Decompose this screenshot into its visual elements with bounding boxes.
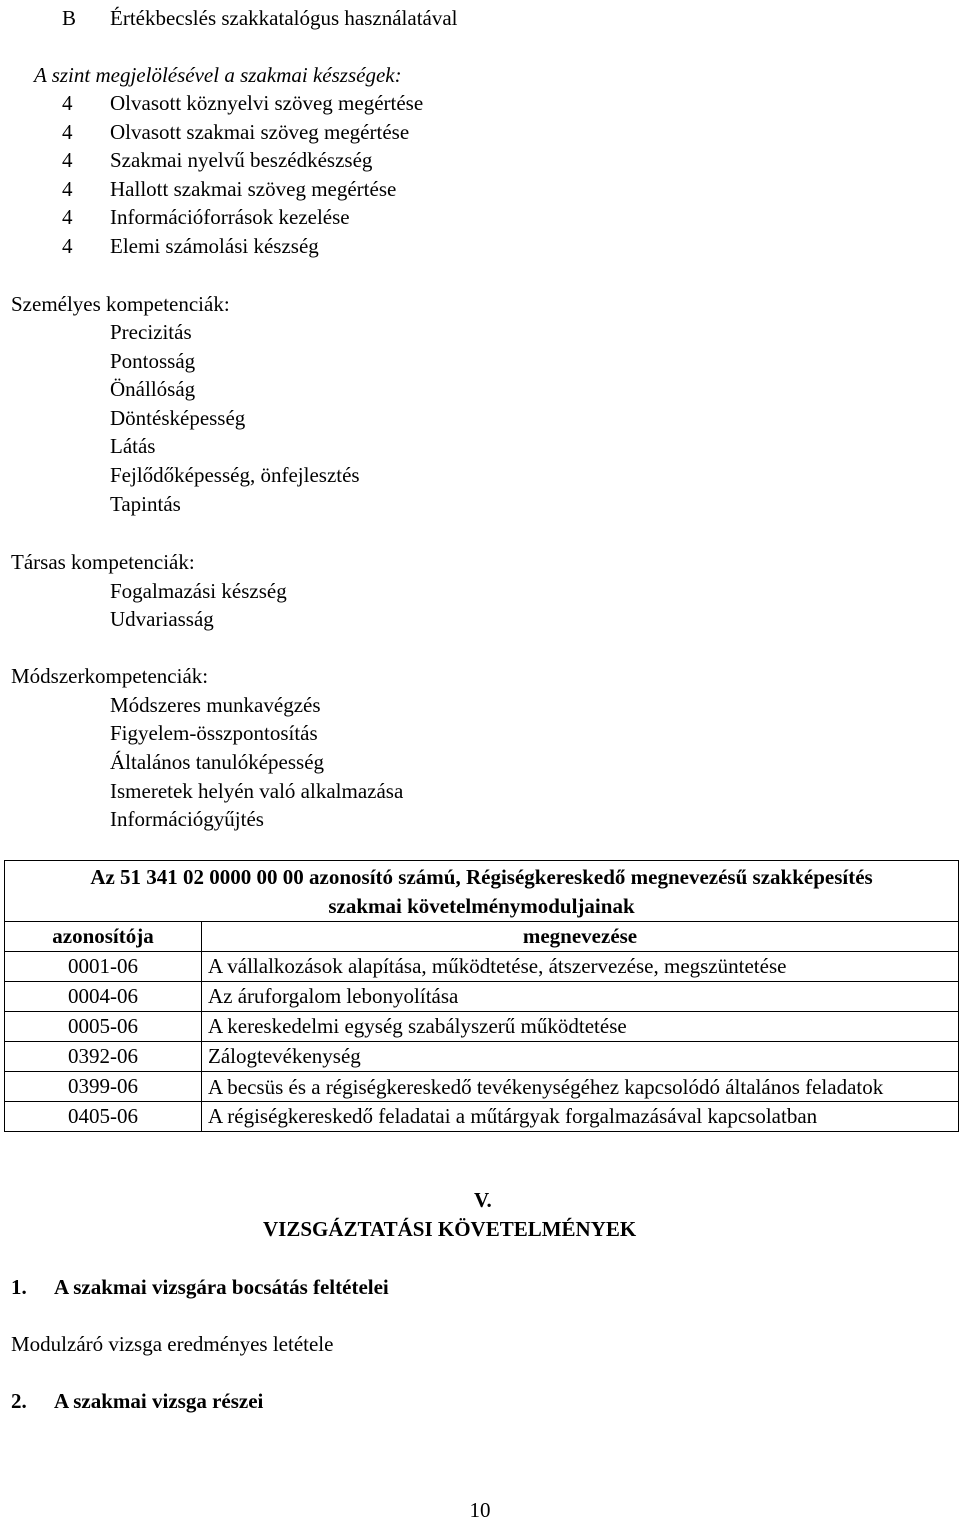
module-code: 0399-06 [5, 1072, 202, 1102]
skill-level: 4 [62, 120, 73, 144]
module-code: 0005-06 [5, 1012, 202, 1042]
exam-section-title: A szakmai vizsga részei [54, 1389, 264, 1413]
table-row [5, 952, 959, 982]
table-title [5, 861, 959, 922]
skill-label: Szakmai nyelvű beszédkészség [110, 148, 373, 172]
page-number: 10 [469, 1498, 491, 1522]
module-code: 0392-06 [5, 1042, 202, 1072]
list-item: Udvariasság [110, 607, 214, 631]
skill-label: Hallott szakmai szöveg megértése [110, 177, 397, 201]
list-item: Általános tanulóképesség [110, 750, 325, 774]
skill-level: 4 [62, 91, 73, 115]
section-letter: B [62, 6, 77, 30]
chapter-number: V. [474, 1188, 492, 1212]
list-item: Tapintás [110, 492, 181, 516]
table-row [5, 982, 959, 1012]
personal-heading: Személyes kompetenciák: [11, 292, 230, 316]
skill-level: 4 [62, 234, 73, 258]
list-item: Precizitás [110, 320, 192, 344]
list-item: Figyelem-összpontosítás [110, 721, 318, 745]
module-code: 0001-06 [5, 952, 202, 982]
module-name: Az áruforgalom lebonyolítása [202, 982, 959, 1012]
table-row [5, 1012, 959, 1042]
table-header-row [5, 922, 959, 952]
list-item: Fejlődőképesség, önfejlesztés [110, 463, 360, 487]
skill-label: Olvasott köznyelvi szöveg megértése [110, 91, 424, 115]
skill-label: Információforrások kezelése [110, 205, 350, 229]
table-row [5, 1102, 959, 1132]
module-name: A kereskedelmi egység szabályszerű működtetése [202, 1012, 959, 1042]
list-item: Önállóság [110, 377, 196, 401]
skill-level: 4 [62, 148, 73, 172]
list-item: Információgyűjtés [110, 807, 264, 831]
exam-section-number: 1. [11, 1275, 27, 1299]
exam-section-body: Modulzáró vizsga eredményes letétele [11, 1332, 334, 1356]
table-title-line1: Az 51 341 02 0000 00 00 azonosító számú, Régiségkereskedő megnevezésű szakképesítés [90, 865, 873, 889]
exam-section-number: 2. [11, 1389, 27, 1413]
skills-heading: A szint megjelölésével a szakmai készségek: [34, 63, 402, 87]
list-item: Ismeretek helyén való alkalmazása [110, 779, 404, 803]
module-name: A becsüs és a régiségkereskedő tevékenységéhez kapcsolódó általános feladatok [202, 1072, 959, 1102]
social-heading: Társas kompetenciák: [11, 550, 195, 574]
list-item: Módszeres munkavégzés [110, 693, 321, 717]
table-row [5, 1072, 959, 1102]
method-heading: Módszerkompetenciák: [11, 664, 209, 688]
section-title: Értékbecslés szakkatalógus használatával [110, 6, 458, 30]
col-header-code: azonosítója [5, 922, 202, 952]
skill-level: 4 [62, 205, 73, 229]
module-code: 0004-06 [5, 982, 202, 1012]
module-name: A vállalkozások alapítása, működtetése, átszervezése, megszüntetése [202, 952, 959, 982]
module-name: Zálogtevékenység [202, 1042, 959, 1072]
chapter-title: VIZSGÁZTATÁSI KÖVETELMÉNYEK [263, 1217, 637, 1241]
skill-level: 4 [62, 177, 73, 201]
module-code: 0405-06 [5, 1102, 202, 1132]
exam-section-title: A szakmai vizsgára bocsátás feltételei [54, 1275, 389, 1299]
col-header-name: megnevezése [202, 922, 959, 952]
table-row [5, 1042, 959, 1072]
list-item: Pontosság [110, 349, 196, 373]
module-name: A régiségkereskedő feladatai a műtárgyak forgalmazásával kapcsolatban [202, 1102, 959, 1132]
table-title-row [5, 861, 959, 922]
table-title-line2: szakmai követelménymoduljainak [328, 894, 635, 918]
list-item: Látás [110, 434, 156, 458]
skill-label: Elemi számolási készség [110, 234, 319, 258]
modules-table [4, 860, 959, 1132]
skill-label: Olvasott szakmai szöveg megértése [110, 120, 410, 144]
list-item: Döntésképesség [110, 406, 246, 430]
list-item: Fogalmazási készség [110, 579, 287, 603]
